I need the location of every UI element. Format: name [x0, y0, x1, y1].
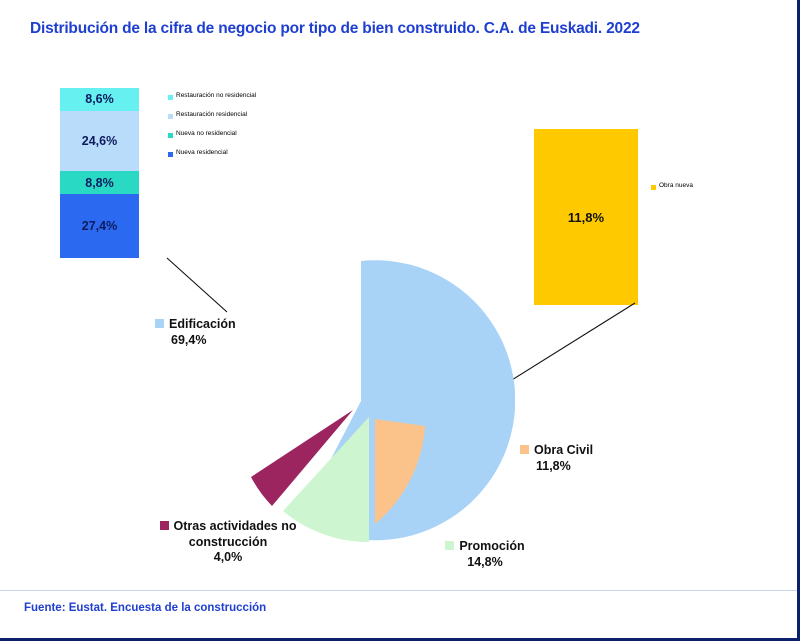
pie-label-value: 4,0% [213, 550, 243, 565]
legend-swatch-icon [168, 95, 173, 100]
legend-swatch-icon [168, 152, 173, 157]
pie-label-name: Otras actividades no construcción [173, 519, 297, 549]
stacked-segment-restauracion-residencial [60, 111, 139, 172]
pie-label-value: 11,8% [536, 458, 571, 473]
stacked-bar-legend [168, 92, 298, 169]
source-note: Fuente: Eustat. Encuesta de la construcción [24, 602, 267, 614]
stacked-segment-value: 8,8% [85, 175, 114, 190]
legend-item [168, 92, 298, 100]
stacked-bar-edificacion [60, 88, 139, 258]
pie-label-value: 14,8% [467, 554, 503, 569]
legend-swatch-icon [168, 133, 173, 138]
pie-label-value: 69,4% [171, 332, 207, 347]
stacked-segment-value: 24,6% [81, 134, 118, 149]
bar-obra-nueva [534, 129, 638, 305]
stacked-segment-nueva-residencial [60, 194, 139, 258]
pie-label-edificacion [155, 317, 305, 348]
pie-label-name: Obra Civil [534, 443, 594, 457]
legend-label: Obra nueva [659, 182, 693, 189]
bar-value-label: 11,8% [567, 209, 605, 225]
stacked-segment-value: 8,6% [85, 92, 114, 107]
stacked-segment-nueva-no-residencial [60, 171, 139, 194]
stacked-segment-restauracion-no-residencial [60, 88, 139, 111]
legend-item [168, 111, 298, 119]
legend-label: Nueva no residencial [176, 130, 237, 138]
pie-label-obra-civil [520, 443, 670, 474]
legend-swatch-icon [445, 541, 454, 550]
pie-label-otras [128, 519, 328, 566]
pie-label-name: Edificación [169, 317, 236, 331]
legend-swatch-icon [160, 521, 169, 530]
stacked-segment-value: 27,4% [81, 219, 118, 234]
obra-nueva-legend [651, 182, 693, 190]
legend-label: Nueva residencial [176, 149, 228, 157]
legend-swatch-icon [520, 445, 529, 454]
legend-label: Restauración residencial [176, 111, 248, 119]
legend-item [168, 149, 298, 157]
pie-label-promocion [405, 539, 565, 570]
footer-divider [0, 590, 797, 591]
legend-swatch-icon [651, 185, 656, 190]
legend-item [168, 130, 298, 138]
page-title: Distribución de la cifra de negocio por tipo de bien construido. C.A. de Euskadi. 2022 [30, 20, 640, 37]
pie-svg [215, 255, 515, 555]
pie-label-name: Promoción [459, 539, 525, 553]
legend-swatch-icon [155, 319, 164, 328]
legend-swatch-icon [168, 114, 173, 119]
legend-label: Restauración no residencial [176, 92, 257, 99]
connector-obra-civil [495, 295, 645, 390]
pie-chart [215, 255, 515, 555]
